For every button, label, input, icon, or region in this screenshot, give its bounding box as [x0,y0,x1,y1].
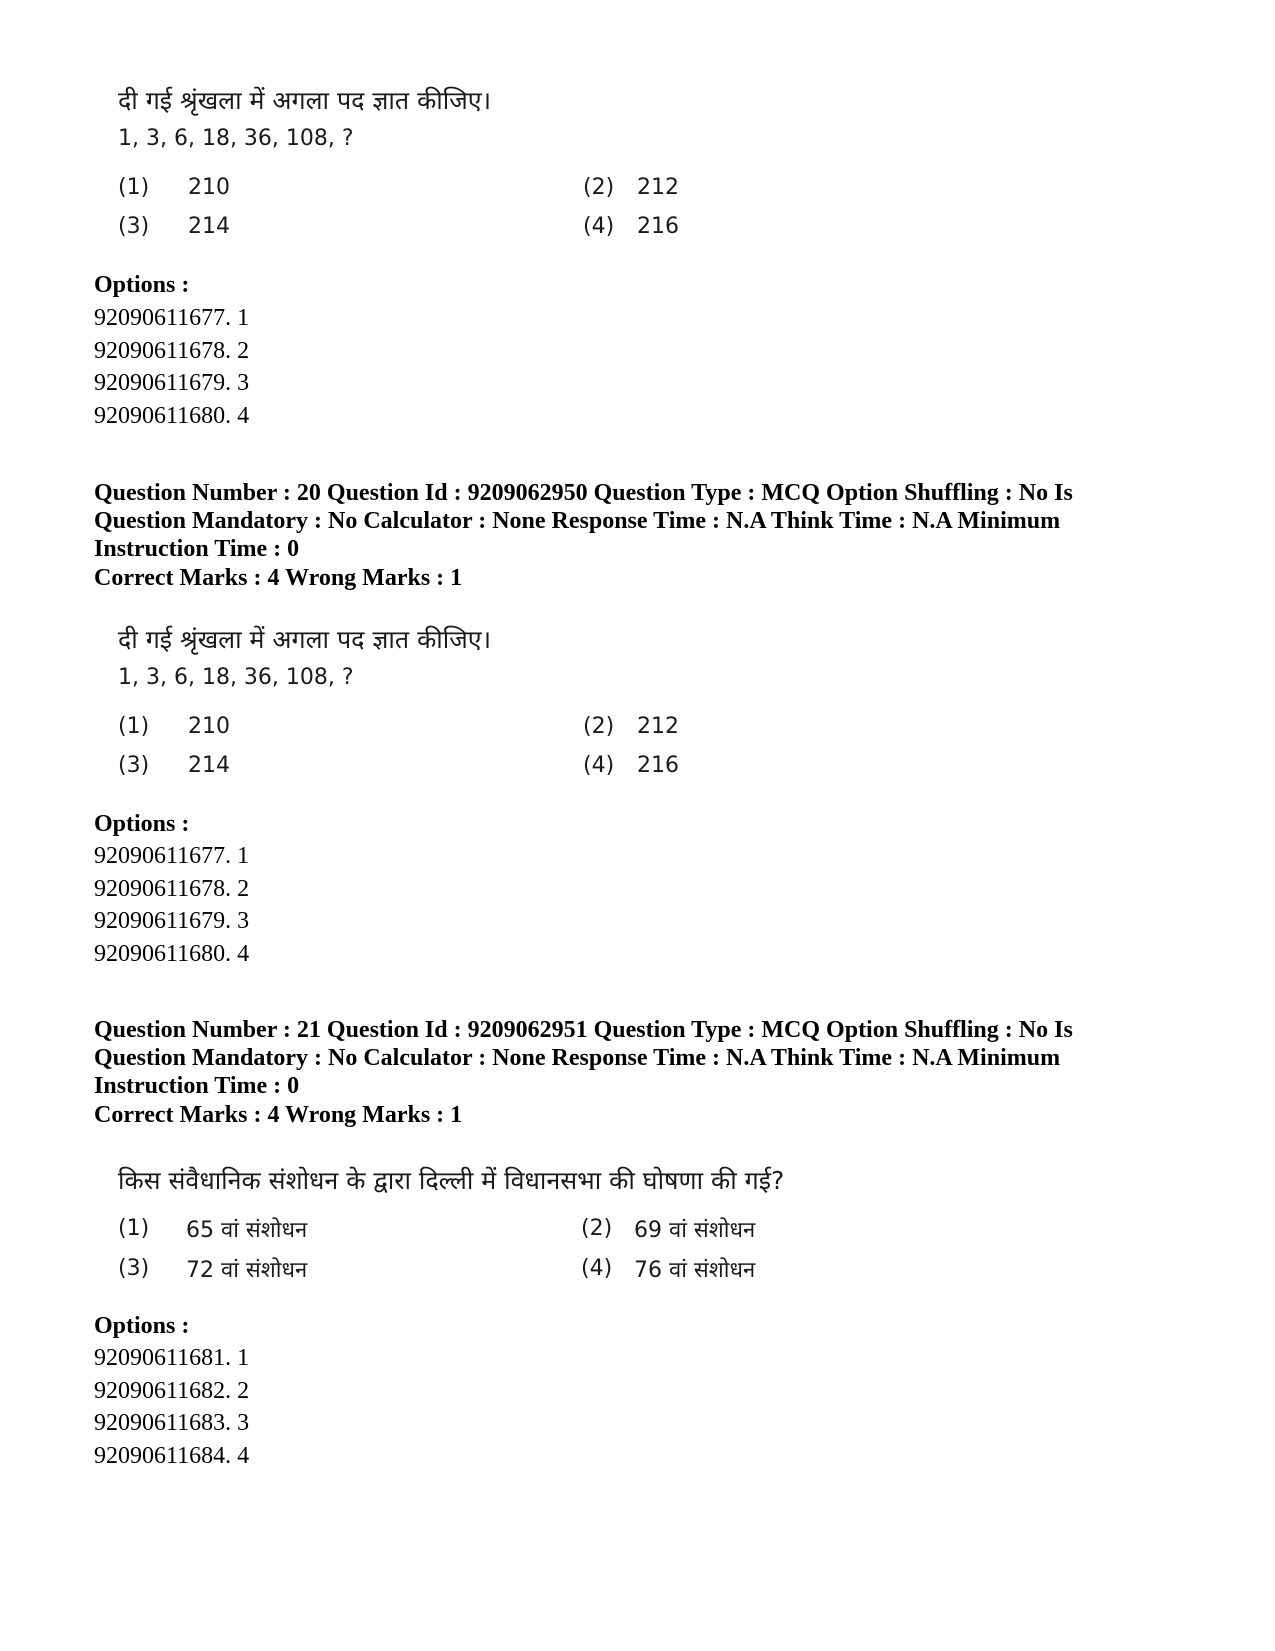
question-series: 1, 3, 6, 18, 36, 108, ? [118,126,354,151]
choice-number: (3) [118,753,150,778]
meta-line: Instruction Time : 0 [94,536,300,562]
choice-number: (2) [583,714,615,739]
option-id: 92090611684. 4 [94,1443,250,1469]
choice-number: (4) [583,214,615,239]
option-id: 92090611682. 2 [94,1378,250,1404]
meta-line: Question Mandatory : No Calculator : None Response Time : N.A Think Time : N.A Minimum [94,1045,1061,1071]
choice-value: 216 [637,214,679,239]
option-id: 92090611678. 2 [94,876,250,902]
meta-line: Question Mandatory : No Calculator : None Response Time : N.A Think Time : N.A Minimum [94,508,1061,534]
choice-value: 212 [637,175,679,200]
choice-value: 212 [637,714,679,739]
question-text: दी गई श्रृंखला में अगला पद ज्ञात कीजिए। [118,625,492,654]
choice-number: (1) [118,175,150,200]
question-meta [94,1016,1194,1100]
choice-number: (1) [118,1216,150,1241]
meta-line: Question Number : 20 Question Id : 9209062950 Question Type : MCQ Option Shuffling : No Is [94,480,1073,506]
choice-number: (2) [581,1216,613,1241]
meta-line: Instruction Time : 0 [94,1073,300,1099]
options-label: Options : [94,1313,190,1339]
choice-value: 69 वां संशोधन [634,1218,756,1243]
option-id: 92090611679. 3 [94,908,250,934]
marks-line: Correct Marks : 4 Wrong Marks : 1 [94,1102,463,1128]
question-text: किस संवैधानिक संशोधन के द्वारा दिल्ली में विधानसभा की घोषणा की गई? [118,1166,785,1195]
option-id: 92090611681. 1 [94,1345,250,1371]
choice-value: 216 [637,753,679,778]
options-label: Options : [94,811,190,837]
choice-number: (1) [118,714,150,739]
option-id: 92090611683. 3 [94,1410,250,1436]
option-id: 92090611680. 4 [94,941,250,967]
choice-number: (4) [581,1256,613,1281]
option-id: 92090611677. 1 [94,843,250,869]
choice-number: (3) [118,214,150,239]
choice-value: 210 [188,714,230,739]
choice-value: 72 वां संशोधन [186,1258,308,1283]
option-id: 92090611678. 2 [94,338,250,364]
marks-line: Correct Marks : 4 Wrong Marks : 1 [94,565,463,591]
choice-number: (2) [583,175,615,200]
option-id: 92090611679. 3 [94,370,250,396]
choice-value: 214 [188,753,230,778]
choice-value: 76 वां संशोधन [634,1258,756,1283]
question-text: दी गई श्रृंखला में अगला पद ज्ञात कीजिए। [118,86,492,115]
option-id: 92090611677. 1 [94,305,250,331]
choice-number: (3) [118,1256,150,1281]
choice-number: (4) [583,753,615,778]
option-id: 92090611680. 4 [94,403,250,429]
choice-value: 210 [188,175,230,200]
question-meta [94,479,1194,563]
options-label: Options : [94,272,190,298]
choice-value: 65 वां संशोधन [186,1218,308,1243]
meta-line: Question Number : 21 Question Id : 9209062951 Question Type : MCQ Option Shuffling : No Is [94,1017,1073,1043]
choice-value: 214 [188,214,230,239]
question-series: 1, 3, 6, 18, 36, 108, ? [118,665,354,690]
